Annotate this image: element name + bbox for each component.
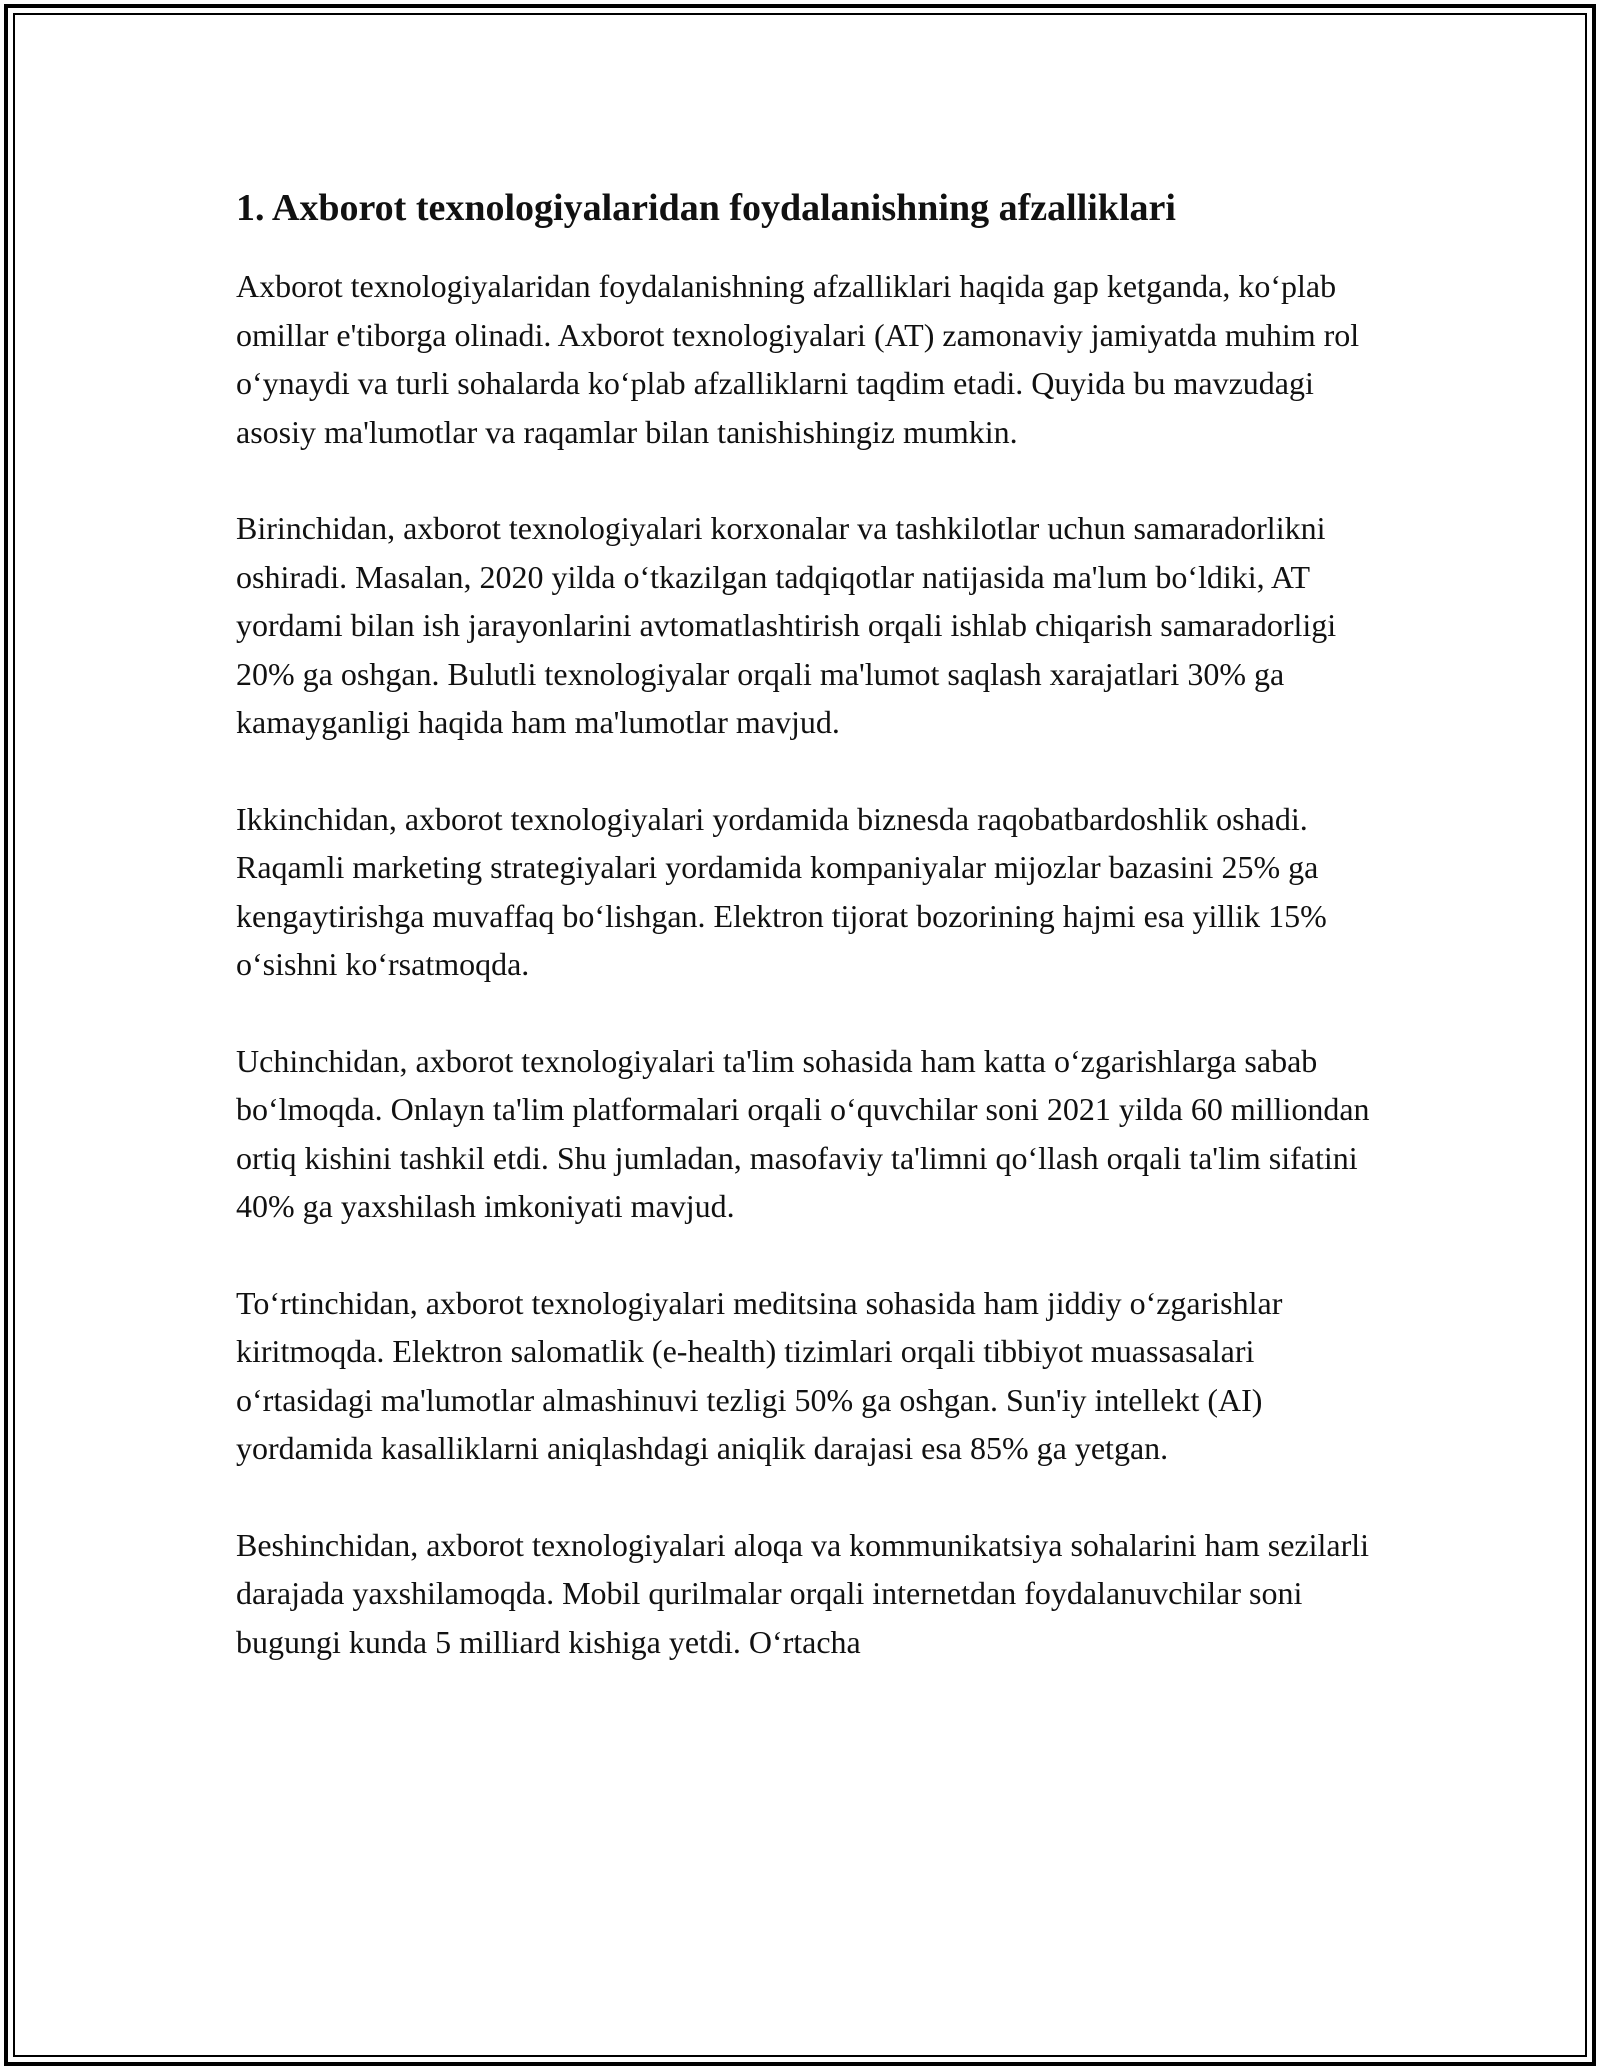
paragraph-third: Uchinchidan, axborot texnologiyalari ta'lim sohasida ham katta o‘zgarishlarga sabab bo‘lmoqda. Onlayn ta'lim platformalari orqali o‘quvchilar soni 2021 yilda 60 milliondan ortiq kishini tashkil etdi. Shu jumladan, masofaviy ta'limni qo‘llash orqali ta'lim sifatini 40% ga yaxshilash imkoniyati mavjud.	[236, 1042, 1370, 1224]
paragraph-second: Ikkinchidan, axborot texnologiyalari yordamida biznesda raqobatbardoshlik oshadi. Raqamli marketing strategiyalari yordamida kompaniyalar mijozlar bazasini 25% ga kengaytirishga muvaffaq bo‘lishgan. Elektron tijorat bozorining hajmi esa yillik 15% o‘sishni ko‘rsatmoqda.	[236, 800, 1327, 982]
paragraph-fifth: Beshinchidan, axborot texnologiyalari aloqa va kommunikatsiya sohalarini ham sezilarli darajada yaxshilamoqda. Mobil qurilmalar orqali internetdan foydalanuvchilar soni bugungi kunda 5 milliard kishiga yetdi. O‘rtacha	[236, 1526, 1370, 1660]
paragraph-intro: Axborot texnologiyalaridan foydalanishning afzalliklari haqida gap ketganda, ko‘plab omillar e'tiborga olinadi. Axborot texnologiyalari (AT) zamonaviy jamiyatda muhim rol o‘ynaydi va turli sohalarda ko‘plab afzalliklarni taqdim etadi. Quyida bu mavzudagi asosiy ma'lumotlar va raqamlar bilan tanishishingiz mumkin.	[236, 268, 1360, 450]
paragraph-fourth: To‘rtinchidan, axborot texnologiyalari meditsina sohasida ham jiddiy o‘zgarishlar kiritmoqda. Elektron salomatlik (e-health) tizimlari orqali tibbiyot muassasalari o‘rtasidagi ma'lumotlar almashinuvi tezligi 50% ga oshgan. Sun'iy intellekt (AI) yordamida kasalliklarni aniqlashdagi aniqlik darajasi esa 85% ga yetgan.	[236, 1284, 1283, 1466]
section-heading: 1. Axborot texnologiyalaridan foydalanishning afzalliklari	[236, 187, 1176, 229]
paragraph-first: Birinchidan, axborot texnologiyalari korxonalar va tashkilotlar uchun samaradorlikni oshiradi. Masalan, 2020 yilda o‘tkazilgan tadqiqotlar natijasida ma'lum bo‘ldiki, AT yordami bilan ish jarayonlarini avtomatlashtirish orqali ishlab chiqarish samaradorligi 20% ga oshgan. Bulutli texnologiyalar orqali ma'lumot saqlash xarajatlari 30% ga kamayganligi haqida ham ma'lumotlar mavjud.	[236, 510, 1337, 740]
document-body	[236, 184, 1376, 1666]
